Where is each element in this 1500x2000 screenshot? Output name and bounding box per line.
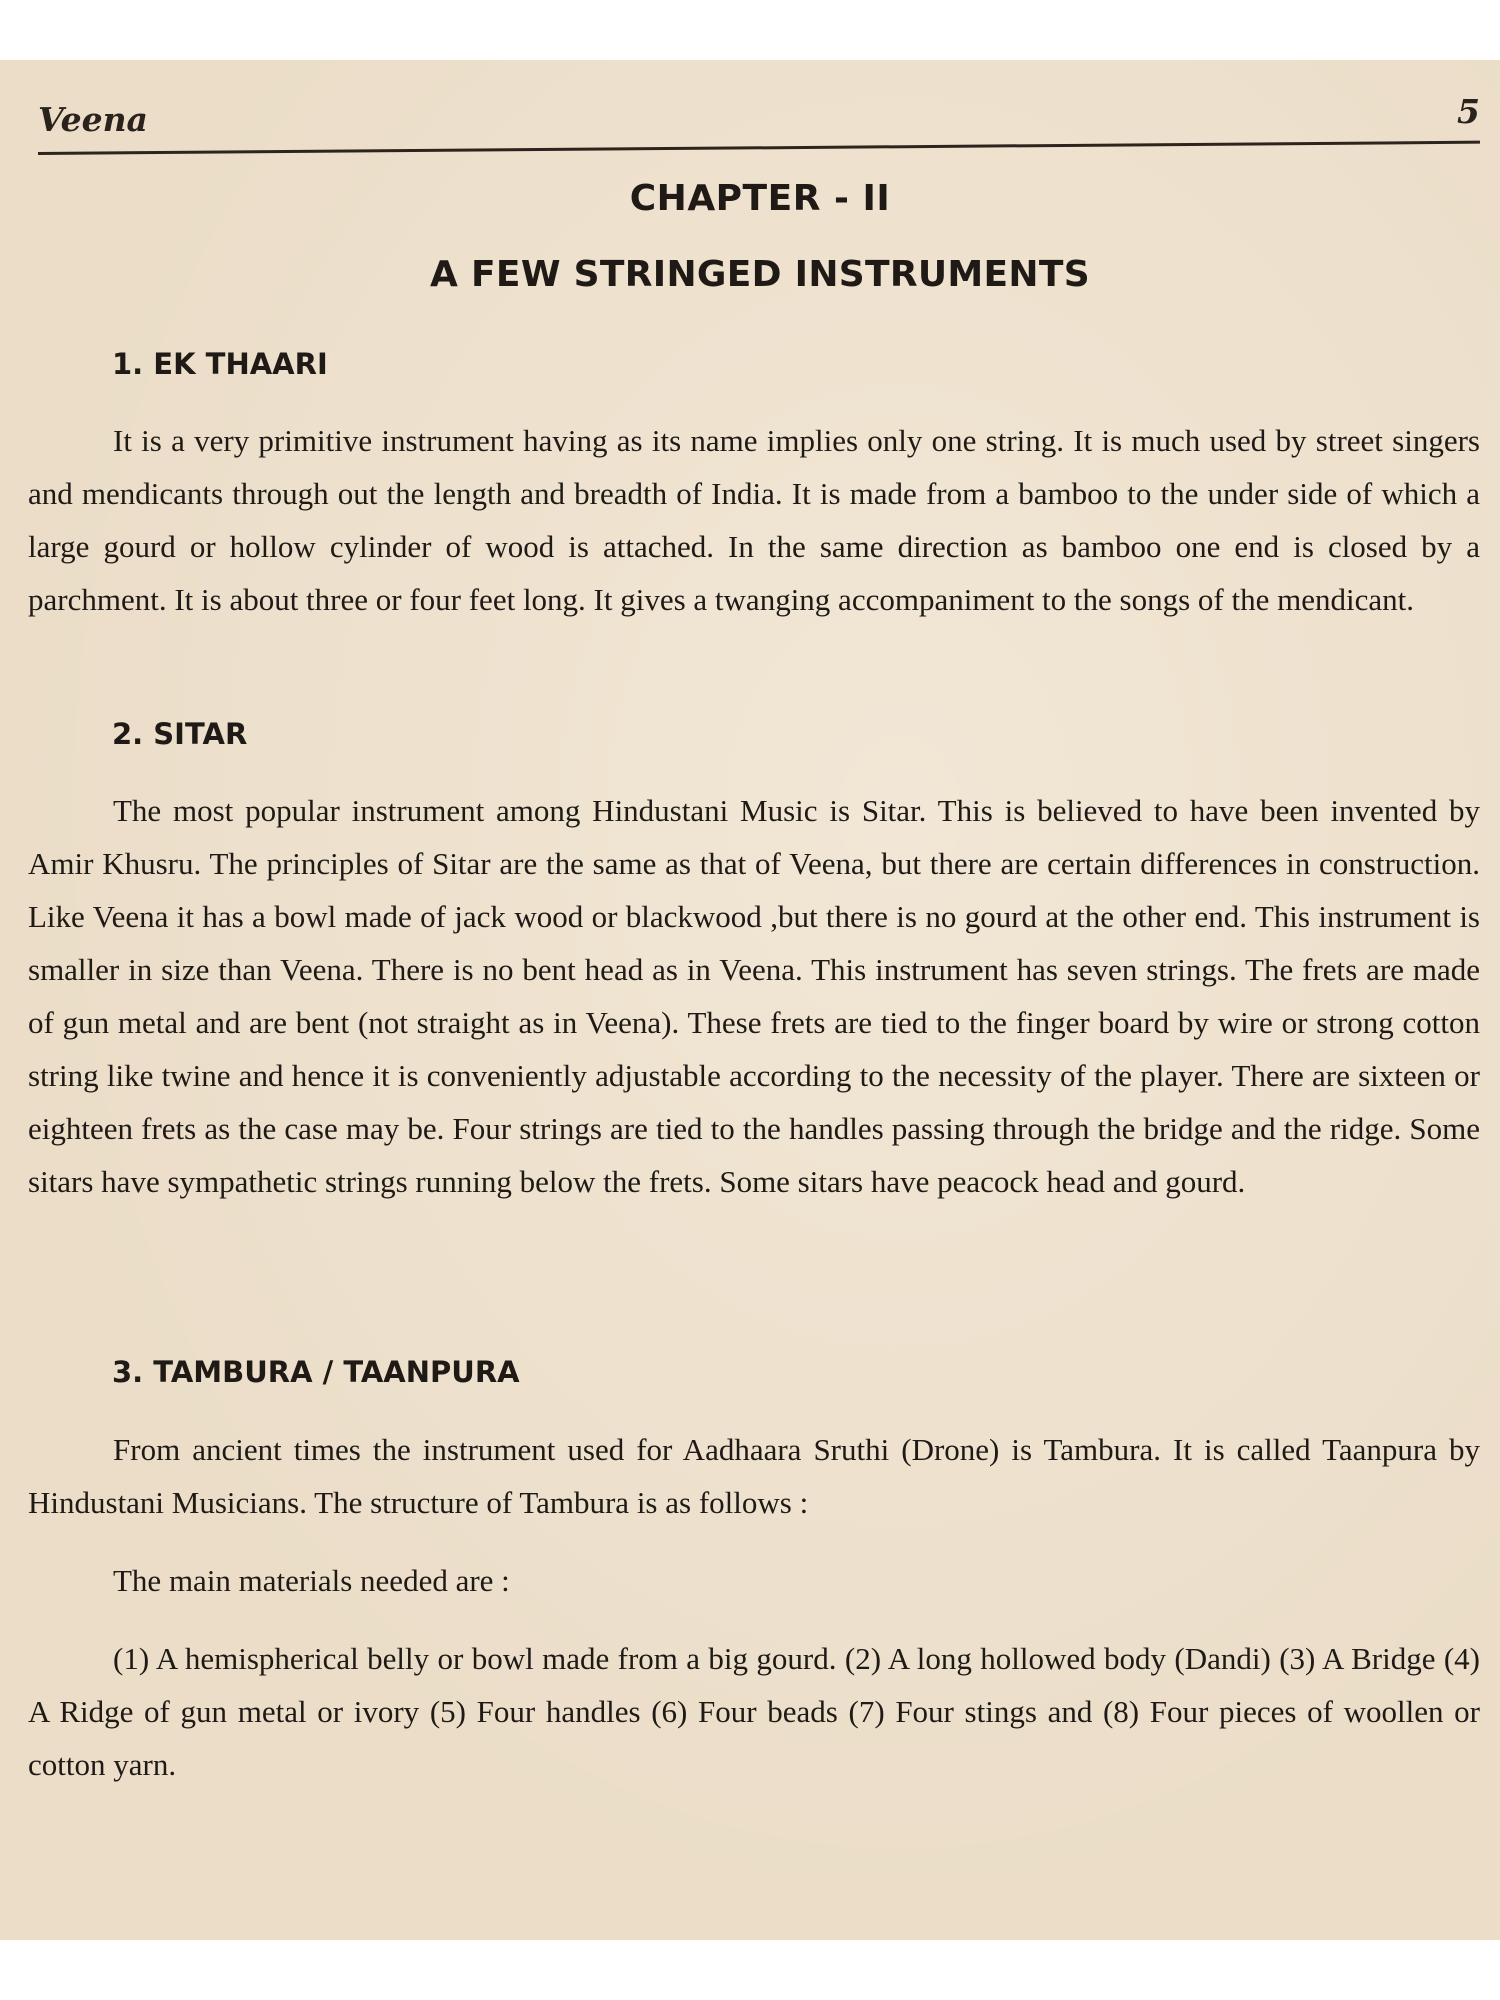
chapter-title: A FEW STRINGED INSTRUMENTS	[430, 254, 1090, 295]
chapter-number: CHAPTER - II	[629, 178, 891, 219]
paragraph-tambura-materials-intro: The main materials needed are :	[113, 1563, 510, 1598]
paragraph-tambura-materials-list: (1) A hemispherical belly or bowl made from a big gourd. (2) A long hollowed body (Dandi) (3) A Bridge (4) A Ridge of gun metal or ivory (5) Four handles (6) Four beads (7) Four stings and (8) Four pieces of woollen or cotton yarn.	[28, 1641, 1480, 1782]
paragraph-ek-thaari: It is a very primitive instrument having as its name implies only one string. It is much used by street singers and mendicants through out the length and breadth of India. It is made from a bamboo to the under side of which a large gourd or hollow cylinder of wood is attached. In the same direction as bamboo one end is closed by a parchment. It is about three or four feet long. It gives a twanging accompaniment to the songs of the mendicant.	[28, 423, 1480, 617]
running-title: Veena	[38, 100, 148, 139]
section-heading-sitar: 2. SITAR	[112, 717, 248, 751]
book-page	[0, 60, 1500, 1940]
page-number: 5	[1457, 92, 1480, 131]
paragraph-sitar: The most popular instrument among Hindustani Music is Sitar. This is believed to have been invented by Amir Khusru. The principles of Sitar are the same as that of Veena, but there are certain differences in construction. Like Veena it has a bowl made of jack wood or blackwood ,but there is no gourd at the other end. This instrument is smaller in size than Veena. There is no bent head as in Veena. This instrument has seven strings. The frets are made of gun metal and are bent (not straight as in Veena). These frets are tied to the finger board by wire or strong cotton string like twine and hence it is conveniently adjustable according to the necessity of the player. There are sixteen or eighteen frets as the case may be. Four strings are tied to the handles passing through the bridge and the ridge. Some sitars have sympathetic strings running below the frets. Some sitars have peacock head and gourd.	[28, 793, 1480, 1199]
paragraph-tambura-intro: From ancient times the instrument used for Aadhaara Sruthi (Drone) is Tambura. It is called Taanpura by Hindustani Musicians. The structure of Tambura is as follows :	[28, 1432, 1480, 1520]
section-heading-ek-thaari: 1. EK THAARI	[112, 347, 328, 381]
section-heading-tambura: 3. TAMBURA / TAANPURA	[112, 1355, 520, 1389]
